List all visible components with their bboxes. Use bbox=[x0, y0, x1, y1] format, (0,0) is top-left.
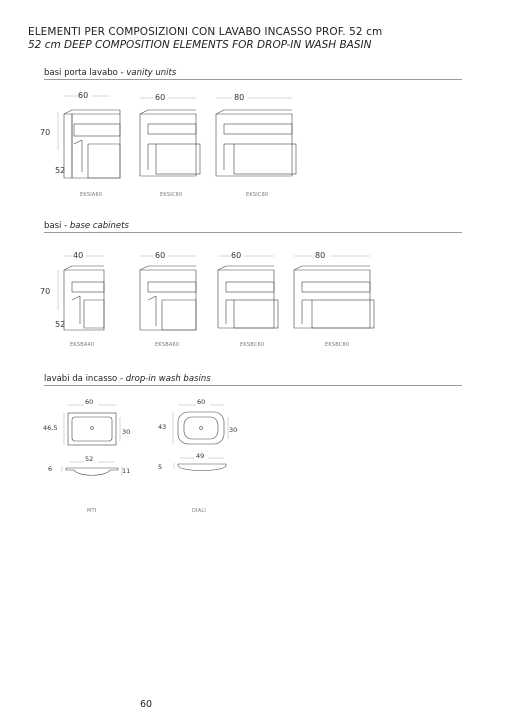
basin-depth-label: 43 bbox=[158, 423, 167, 431]
height-label: 70 bbox=[40, 287, 51, 296]
product-code: EKSBA40 bbox=[70, 342, 95, 348]
product-code: EKSIC80 bbox=[246, 192, 269, 198]
basin-inner-depth-label: 30 bbox=[122, 428, 131, 436]
width-label: 60 bbox=[78, 91, 89, 100]
width-label: 60 bbox=[231, 251, 242, 260]
height-label: 70 bbox=[40, 128, 51, 137]
vanity-unit-drawing-2 bbox=[140, 98, 200, 176]
width-label: 60 bbox=[155, 251, 166, 260]
depth-label: 52 bbox=[55, 166, 66, 175]
product-code: EKSIC60 bbox=[160, 192, 183, 198]
base-cabinet-drawing-2 bbox=[140, 256, 196, 330]
base-cabinet-drawing-4 bbox=[294, 256, 374, 328]
section-title-vanity: basi porta lavabo - vanity units bbox=[44, 68, 177, 78]
basin-drawing-diali bbox=[173, 405, 228, 471]
basin-side-width-label: 52 bbox=[85, 455, 94, 463]
depth-label: 52 bbox=[55, 320, 66, 329]
basin-side-height-label: 11 bbox=[122, 467, 131, 475]
basin-drawing-mti bbox=[62, 405, 122, 476]
basin-width-label: 60 bbox=[85, 398, 94, 406]
basin-width-label: 60 bbox=[197, 398, 206, 406]
section-title-base: basi - base cabinets bbox=[44, 221, 129, 231]
product-code: EKSBC80 bbox=[325, 342, 350, 348]
base-cabinet-drawing-1 bbox=[58, 256, 104, 330]
basin-side-height-label: 6 bbox=[48, 465, 53, 473]
page-title-italian: ELEMENTI PER COMPOSIZIONI CON LAVABO INCASSO PROF. 52 cm bbox=[28, 26, 383, 38]
width-label: 80 bbox=[315, 251, 326, 260]
product-code: EKSIA60 bbox=[80, 192, 103, 198]
product-code: EKSBA60 bbox=[155, 342, 180, 348]
basin-inner-depth-label: 30 bbox=[229, 426, 238, 434]
width-label: 40 bbox=[73, 251, 84, 260]
section-title-basins: lavabi da incasso - drop-in wash basins bbox=[44, 374, 211, 384]
section-rule-basins bbox=[44, 385, 462, 386]
basin-side-height-label: 5 bbox=[158, 463, 163, 471]
basin-depth-label: 46,5 bbox=[43, 424, 58, 432]
vanity-unit-drawing-3 bbox=[216, 98, 296, 176]
product-code: EKSBC60 bbox=[240, 342, 265, 348]
basin-side-width-label: 49 bbox=[196, 452, 205, 460]
section-rule-base bbox=[44, 232, 462, 233]
width-label: 80 bbox=[234, 93, 245, 102]
width-label: 60 bbox=[155, 93, 166, 102]
product-code: MTI bbox=[87, 508, 97, 514]
base-cabinet-drawing-3 bbox=[218, 256, 278, 328]
product-code: DIALI bbox=[192, 508, 207, 514]
vanity-unit-drawing-1 bbox=[58, 96, 120, 178]
page-number: 60 bbox=[140, 699, 153, 710]
page-title-english: 52 cm DEEP COMPOSITION ELEMENTS FOR DROP-IN WASH BASIN bbox=[28, 39, 372, 51]
